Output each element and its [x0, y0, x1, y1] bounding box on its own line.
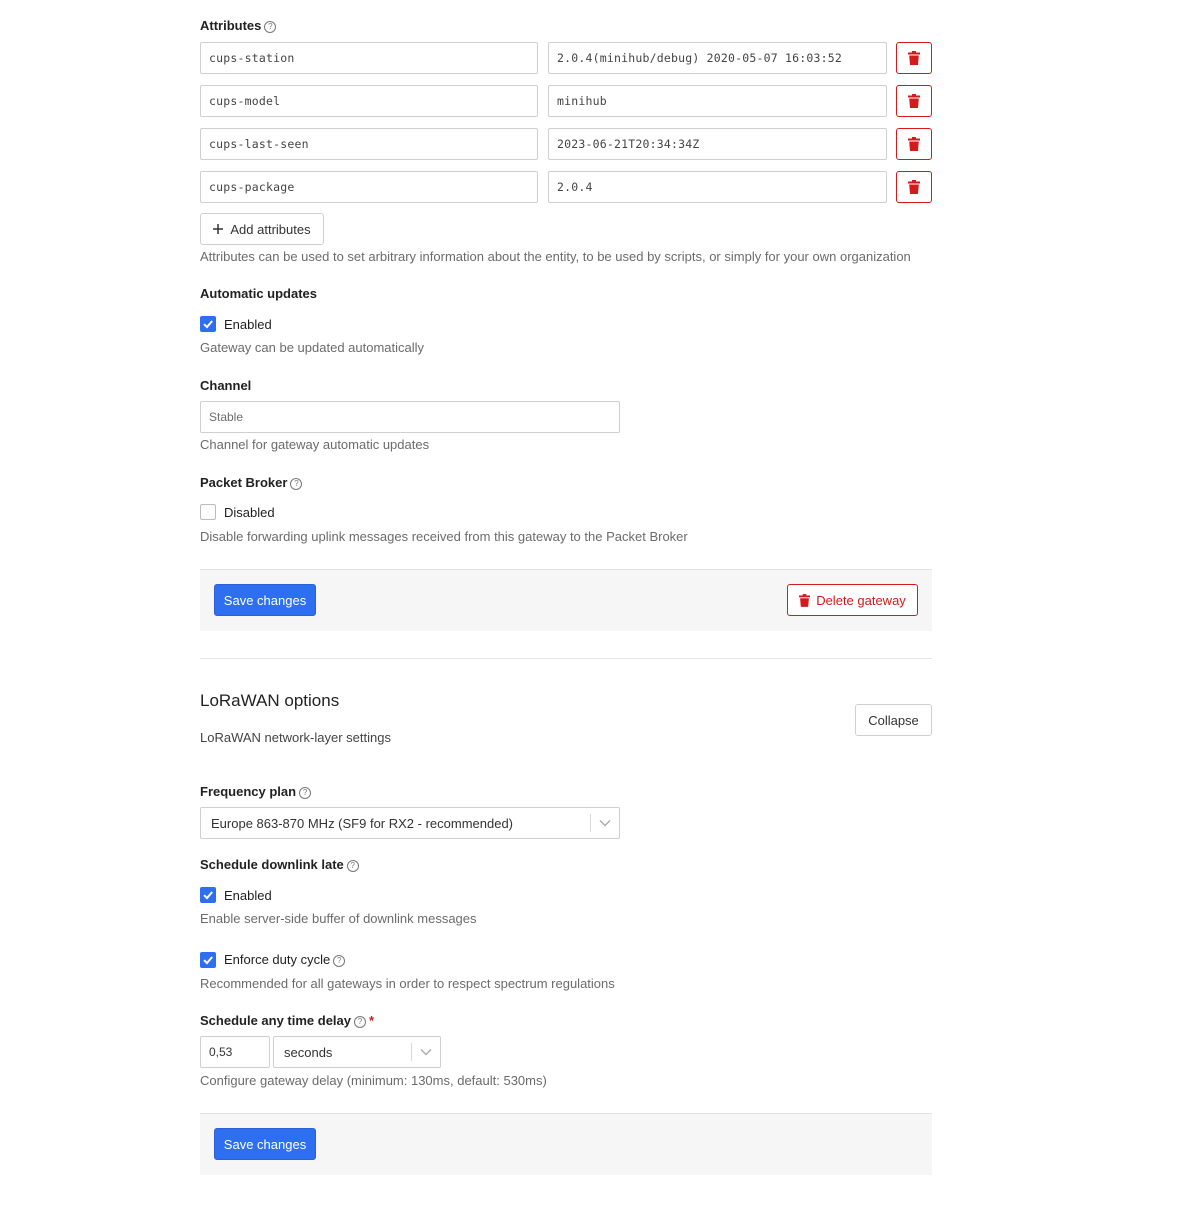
attributes-label-text: Attributes: [200, 18, 262, 33]
save-changes-button[interactable]: Save changes: [214, 1128, 316, 1160]
attribute-key-text: cups-last-seen: [209, 137, 309, 151]
save-changes-button[interactable]: Save changes: [214, 584, 316, 616]
attribute-key-input[interactable]: [200, 85, 538, 117]
schedule-downlink-late-checkbox[interactable]: [200, 887, 216, 903]
attribute-key-text: cups-model: [209, 94, 281, 108]
attribute-value-input[interactable]: [548, 85, 887, 117]
frequency-plan-dropdown-toggle[interactable]: [590, 814, 619, 832]
delete-attribute-button[interactable]: [896, 85, 932, 117]
automatic-updates-description: Gateway can be updated automatically: [200, 340, 425, 355]
enforce-duty-cycle-checkbox[interactable]: [200, 952, 216, 968]
question-circle-icon[interactable]: ?: [333, 955, 345, 967]
general-settings-footer: [200, 569, 932, 631]
delete-attribute-button[interactable]: [896, 171, 932, 203]
channel-placeholder: Stable: [209, 410, 244, 424]
frequency-plan-label-text: Frequency plan: [200, 784, 297, 799]
attribute-value-text: 2.0.4: [557, 180, 593, 194]
delete-attribute-button[interactable]: [896, 128, 932, 160]
schedule-delay-value-input[interactable]: [200, 1036, 270, 1068]
add-attributes-label: Add attributes: [230, 221, 311, 237]
section-divider: [200, 658, 932, 659]
check-icon: [201, 888, 215, 902]
schedule-delay-unit-dropdown-toggle[interactable]: [411, 1043, 440, 1061]
add-attributes-button[interactable]: [200, 213, 324, 245]
chevron-down-icon: [599, 819, 611, 827]
attribute-value-text: 2023-06-21T20:34:34Z: [557, 137, 700, 151]
schedule-any-time-delay-description: Configure gateway delay (minimum: 130ms, default: 530ms): [200, 1073, 547, 1088]
enforce-duty-cycle-label-text: Enforce duty cycle: [224, 952, 331, 967]
schedule-delay-value: 0,53: [209, 1045, 233, 1059]
schedule-delay-unit: seconds: [284, 1044, 333, 1060]
trash-icon: [908, 180, 920, 194]
schedule-any-time-delay-label: [200, 1013, 374, 1028]
question-circle-icon[interactable]: ?: [299, 787, 311, 799]
check-icon: [201, 953, 215, 967]
frequency-plan-value: Europe 863-870 MHz (SF9 for RX2 - recommended): [211, 815, 514, 831]
channel-label: Channel: [200, 378, 252, 393]
trash-icon: [799, 594, 810, 607]
schedule-any-time-delay-label-text: Schedule any time delay: [200, 1013, 352, 1028]
schedule-downlink-late-checkbox-label[interactable]: Enabled: [224, 888, 272, 903]
packet-broker-label-text: Packet Broker: [200, 475, 288, 490]
channel-input[interactable]: [200, 401, 620, 433]
packet-broker-description: Disable forwarding uplink messages received from this gateway to the Packet Broker: [200, 529, 688, 544]
attribute-value-text: 2.0.4(minihub/debug) 2020-05-07 16:03:52: [557, 51, 842, 65]
collapse-button[interactable]: Collapse: [855, 704, 932, 736]
delete-attribute-button[interactable]: [896, 42, 932, 74]
attribute-key-input[interactable]: [200, 128, 538, 160]
automatic-updates-checkbox-label[interactable]: Enabled: [224, 317, 272, 332]
required-marker: *: [369, 1013, 375, 1028]
attribute-key-input[interactable]: [200, 171, 538, 203]
delete-gateway-button[interactable]: [787, 584, 918, 616]
frequency-plan-label: [200, 784, 311, 799]
channel-description: Channel for gateway automatic updates: [200, 437, 430, 452]
check-icon: [201, 317, 215, 331]
question-circle-icon[interactable]: ?: [354, 1016, 366, 1028]
delete-gateway-label: Delete gateway: [816, 592, 906, 608]
attribute-value-input[interactable]: [548, 128, 887, 160]
frequency-plan-select[interactable]: [200, 807, 620, 839]
enforce-duty-cycle-description: Recommended for all gateways in order to respect spectrum regulations: [200, 976, 615, 991]
attribute-value-input[interactable]: [548, 171, 887, 203]
trash-icon: [908, 94, 920, 108]
attributes-label: [200, 18, 276, 33]
attribute-value-text: minihub: [557, 94, 607, 108]
trash-icon: [908, 51, 920, 65]
schedule-downlink-late-label: [200, 857, 359, 872]
attributes-description: Attributes can be used to set arbitrary information about the entity, to be used by scripts, or simply for your own organization: [200, 249, 911, 264]
packet-broker-checkbox[interactable]: [200, 504, 216, 520]
schedule-downlink-late-description: Enable server-side buffer of downlink messages: [200, 911, 477, 926]
lorawan-section-title: LoRaWAN options: [200, 691, 340, 710]
automatic-updates-checkbox[interactable]: [200, 316, 216, 332]
schedule-downlink-late-label-text: Schedule downlink late: [200, 857, 344, 872]
trash-icon: [908, 137, 920, 151]
question-circle-icon[interactable]: ?: [264, 21, 276, 33]
schedule-delay-unit-select[interactable]: [273, 1036, 441, 1068]
packet-broker-checkbox-label[interactable]: Disabled: [224, 505, 275, 520]
question-circle-icon[interactable]: ?: [347, 860, 359, 872]
enforce-duty-cycle-checkbox-label[interactable]: [224, 952, 345, 967]
attribute-key-input[interactable]: [200, 42, 538, 74]
plus-icon: [213, 224, 223, 234]
chevron-down-icon: [420, 1048, 432, 1056]
attribute-key-text: cups-package: [209, 180, 295, 194]
question-circle-icon[interactable]: ?: [290, 478, 302, 490]
packet-broker-label: [200, 475, 302, 490]
lorawan-settings-footer: [200, 1113, 932, 1175]
lorawan-section-subtitle: LoRaWAN network-layer settings: [200, 730, 391, 745]
automatic-updates-label: Automatic updates: [200, 286, 318, 301]
attribute-key-text: cups-station: [209, 51, 295, 65]
attribute-value-input[interactable]: [548, 42, 887, 74]
